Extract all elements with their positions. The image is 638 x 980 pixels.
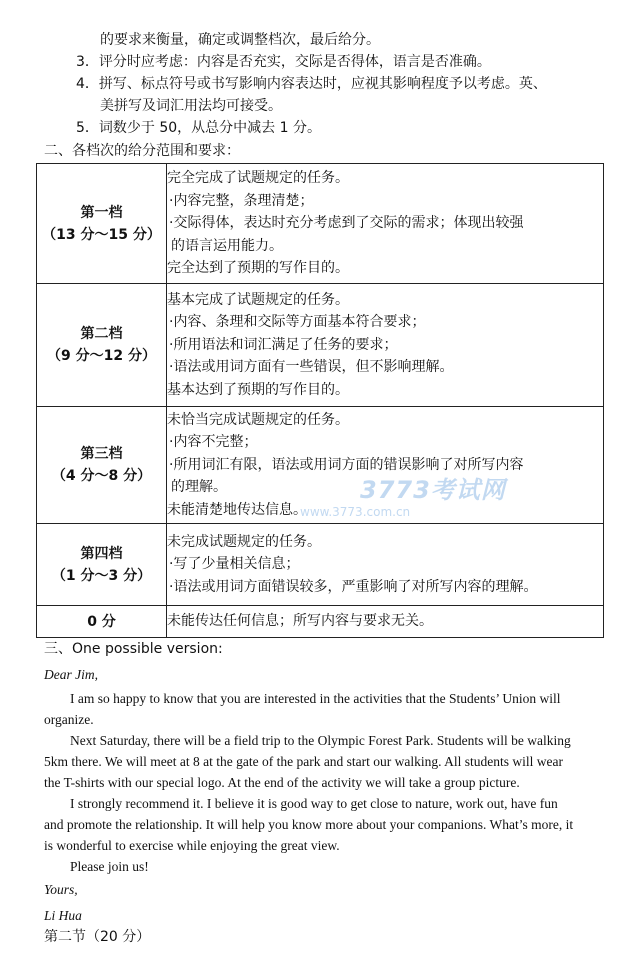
- grade-requirements: [167, 524, 604, 606]
- letter-paragraph-1: I am so happy to know that you are interested in the activities that the Students’ Union will: [70, 691, 561, 706]
- requirement-line: ·语法或用词方面错误较多，严重影响了对所写内容的理解。: [169, 578, 538, 595]
- scoring-item-4: 4．拼写、标点符号或书写影响内容表达时，应视其影响程度予以考虑。英、: [76, 76, 547, 92]
- grade-level-cell: [37, 407, 167, 524]
- letter-paragraph-4: Please join us!: [70, 859, 149, 874]
- letter-paragraph-3: I strongly recommend it. I believe it is good way to get close to nature, work out, have fun: [70, 796, 558, 811]
- intro-line-continuation: 的要求来衡量，确定或调整档次，最后给分。: [100, 32, 380, 48]
- grade-level-cell: [37, 164, 167, 284]
- requirement-line: ·所用语法和词汇满足了任务的要求；: [169, 336, 398, 353]
- letter-greeting: Dear Jim,: [44, 667, 98, 682]
- grade-name: 第四档: [80, 545, 123, 562]
- letter-paragraph-2: Next Saturday, there will be a field trip to the Olympic Forest Park. Students will be walking: [70, 733, 571, 748]
- requirement-line: 的理解。: [171, 479, 227, 496]
- grading-table: [36, 163, 604, 638]
- requirement-line: 未恰当完成试题规定的任务。: [167, 411, 349, 428]
- requirement-line: ·交际得体，表达时充分考虑到了交际的需求；体现出较强: [169, 215, 524, 232]
- letter-paragraph-3-cont: is wonderful to exercise while enjoying the great view.: [44, 838, 340, 853]
- grade-row-4: [37, 524, 604, 606]
- grade-range: （4 分～8 分）: [51, 468, 152, 484]
- grade-row-2: [37, 284, 604, 407]
- grade-level-cell: [37, 284, 167, 407]
- requirement-line: 基本完成了试题规定的任务。: [167, 291, 349, 308]
- requirement-line: 的语言运用能力。: [171, 237, 283, 254]
- grade-level-cell: [37, 606, 167, 638]
- requirement-line: 完全达到了预期的写作目的。: [167, 260, 349, 277]
- grade-name: 第一档: [80, 204, 123, 221]
- grade-name: 0 分: [87, 613, 116, 630]
- grade-name: 第三档: [80, 446, 123, 462]
- grade-range: （1 分～3 分）: [51, 567, 152, 584]
- requirement-line: ·内容、条理和交际等方面基本符合要求；: [169, 314, 426, 331]
- requirement-line: ·写了少量相关信息；: [169, 556, 300, 573]
- watermark-url: www.3773.com.cn: [300, 505, 411, 519]
- requirement-line: ·所用词汇有限，语法或用词方面的错误影响了对所写内容: [169, 456, 524, 473]
- scoring-item-5: 5．词数少于 50，从总分中减去 1 分。: [76, 120, 321, 136]
- grade-requirements: [167, 284, 604, 407]
- letter-paragraph-1-cont: organize.: [44, 712, 94, 727]
- requirement-line: 未完成试题规定的任务。: [167, 533, 321, 550]
- grade-range: （9 分～12 分）: [47, 348, 156, 364]
- requirement-line: 基本达到了预期的写作目的。: [167, 381, 349, 398]
- section-2-heading: 二、各档次的给分范围和要求：: [44, 143, 240, 159]
- grade-name: 第二档: [80, 326, 123, 342]
- letter-signature: Li Hua: [44, 908, 82, 923]
- requirement-line: 未能传达任何信息；所写内容与要求无关。: [167, 613, 433, 630]
- grade-range: （13 分～15 分）: [42, 226, 161, 243]
- requirement-line: ·内容完整，条理清楚；: [169, 192, 314, 209]
- letter-closing: Yours,: [44, 882, 78, 897]
- section-3-heading: 三、One possible version:: [44, 641, 223, 657]
- requirement-line: 完全完成了试题规定的任务。: [167, 170, 349, 187]
- grade-level-cell: [37, 524, 167, 606]
- requirement-line: 未能清楚地传达信息。: [167, 501, 307, 518]
- letter-paragraph-2-cont: the T-shirts with our special logo. At the end of the activity we will take a group picture.: [44, 775, 520, 790]
- requirement-line: ·内容不完整；: [169, 434, 258, 451]
- grade-row-1: [37, 164, 604, 284]
- grade-row-0: [37, 606, 604, 638]
- scoring-item-3: 3．评分时应考虑：内容是否充实，交际是否得体，语言是否准确。: [76, 54, 491, 70]
- letter-paragraph-3-cont: and promote the relationship. It will help you know more about your companions. What’s more, it: [44, 817, 574, 832]
- requirement-line: ·语法或用词方面有一些错误，但不影响理解。: [169, 359, 454, 376]
- grade-requirements: [167, 606, 604, 638]
- scoring-item-4-cont: 美拼写及词汇用法均可接受。: [100, 98, 282, 114]
- letter-paragraph-2-cont: 5km there. We will meet at 8 at the gate of the park and start our walking. All students will wear: [44, 754, 564, 769]
- watermark-logo: 3773考试网: [360, 476, 506, 504]
- section-footer: 第二节（20 分）: [44, 929, 151, 945]
- grade-requirements: [167, 164, 604, 284]
